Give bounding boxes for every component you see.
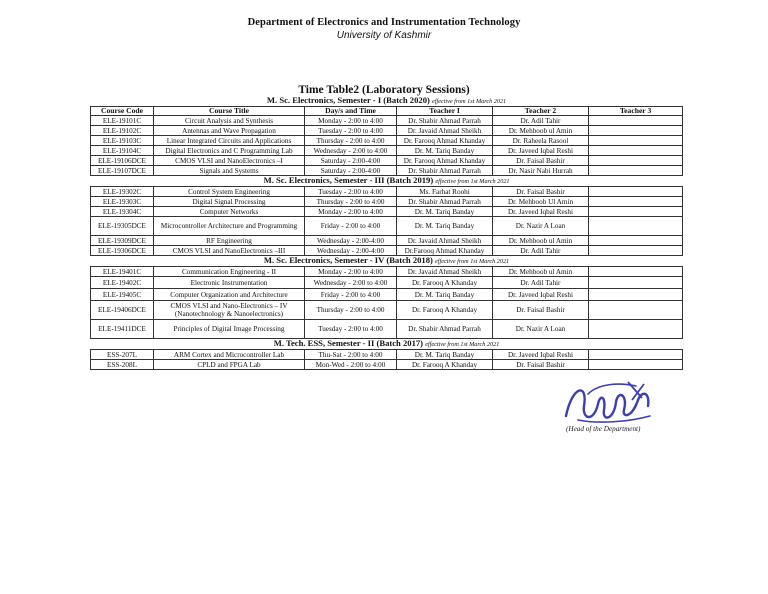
teacher-3	[589, 301, 683, 320]
teacher-1: Dr. M. Tariq Banday	[397, 217, 493, 236]
teacher-1: Dr. Farooq Ahmad Khanday	[397, 156, 493, 166]
section-heading-row	[91, 176, 683, 187]
teacher-2: Dr. Javeed Iqbal Reshi	[493, 207, 589, 217]
teacher-1: Dr. Shabir Ahmad Parrah	[397, 320, 493, 339]
course-title: CMOS VLSI and NanoElectronics –I	[154, 156, 305, 166]
teacher-2: Dr. Faisal Bashir	[493, 156, 589, 166]
teacher-2: Dr. Raheela Rasool	[493, 136, 589, 146]
section-effective-note: effective from 1st March 2021	[435, 178, 510, 185]
day-and-time: Thu-Sat - 2:00 to 4:00	[305, 350, 397, 360]
section-effective-note: effective from 1st March 2021	[425, 341, 500, 348]
day-and-time: Monday - 2:00 to 4:00	[305, 207, 397, 217]
teacher-2: Dr. Javeed Iqbal Reshi	[493, 146, 589, 156]
course-title: Computer Organization and Architecture	[154, 289, 305, 301]
university-name: University of Kashmir	[336, 30, 432, 41]
day-and-time: Friday - 2:00 to 4:00	[305, 289, 397, 301]
column-header: Course Code	[91, 107, 154, 116]
teacher-3	[589, 207, 683, 217]
course-code: ELE-19107DCE	[91, 166, 154, 176]
course-title: CPLD and FPGA Lab	[154, 360, 305, 370]
column-header: Course Title	[154, 107, 305, 116]
teacher-1: Dr. Shabir Ahmad Parrah	[397, 197, 493, 207]
teacher-1: Dr. Javaid Ahmad Sheikh	[397, 267, 493, 277]
teacher-2: Dr. Faisal Bashir	[493, 360, 589, 370]
day-and-time: Wednesday - 2:00-4:00	[305, 236, 397, 246]
teacher-2: Dr. Javeed Iqbal Reshi	[493, 289, 589, 301]
day-and-time: Friday - 2:00 to 4:00	[305, 217, 397, 236]
teacher-2: Dr. Faisal Bashir	[493, 301, 589, 320]
teacher-1: Dr. M. Tariq Banday	[397, 350, 493, 360]
teacher-1: Dr. Javaid Ahmad Sheikh	[397, 236, 493, 246]
section-heading	[91, 176, 683, 187]
day-and-time: Saturday - 2:00-4:00	[305, 166, 397, 176]
course-code: ELE-19406DCE	[91, 301, 154, 320]
section-heading	[91, 96, 683, 107]
timetable	[90, 96, 683, 370]
section-title: M. Tech. ESS, Semester - II (Batch 2017)	[273, 338, 424, 348]
table-row	[91, 350, 683, 360]
course-title: CMOS VLSI and Nano-Electronics – IV (Nanotechnology & Nanoelectronics)	[154, 301, 305, 320]
teacher-3	[589, 360, 683, 370]
table-row	[91, 267, 683, 277]
course-code: ESS-207L	[91, 350, 154, 360]
course-code: ELE-19309DCE	[91, 236, 154, 246]
teacher-2: Dr. Mehboob ul Amin	[493, 267, 589, 277]
teacher-2: Dr. Nazir A Loan	[493, 217, 589, 236]
section-title: M. Sc. Electronics, Semester - I (Batch 2020)	[266, 96, 430, 105]
column-header: Teacher 2	[493, 107, 589, 116]
section-heading-row	[91, 256, 683, 267]
section-title: M. Sc. Electronics, Semester - IV (Batch 2018)	[263, 255, 433, 265]
day-and-time: Wednesday - 2:00 to 4:00	[305, 146, 397, 156]
teacher-3	[589, 187, 683, 197]
teacher-3	[589, 277, 683, 289]
table-row	[91, 197, 683, 207]
course-title: Computer Networks	[154, 207, 305, 217]
teacher-3	[589, 126, 683, 136]
day-and-time: Wednesday - 2:00 to 4:00	[305, 277, 397, 289]
department-name: Department of Electronics and Instrumentation Technology	[247, 17, 521, 28]
course-title: ARM Cortex and Microcontroller Lab	[154, 350, 305, 360]
teacher-2: Dr. Adil Tahir	[493, 277, 589, 289]
table-row	[91, 217, 683, 236]
teacher-3	[589, 166, 683, 176]
teacher-2: Dr. Javeed Iqbal Reshi	[493, 350, 589, 360]
day-and-time: Thursday - 2:00 to 4:00	[305, 197, 397, 207]
teacher-1: Ms. Farhat Roohi	[397, 187, 493, 197]
column-header: Teacher 3	[589, 107, 683, 116]
teacher-3	[589, 236, 683, 246]
teacher-2: Dr. Mehboob ul Amin	[493, 126, 589, 136]
course-title: Electronic Instrumentation	[154, 277, 305, 289]
teacher-1: Dr. Shabir Ahmad Parrah	[397, 116, 493, 126]
course-code: ELE-19304C	[91, 207, 154, 217]
course-title: Digital Signal Processing	[154, 197, 305, 207]
signature-caption: (Head of the Department)	[566, 425, 641, 433]
teacher-1: Dr.Farooq Ahmad Khanday	[397, 246, 493, 256]
teacher-3	[589, 246, 683, 256]
table-row	[91, 289, 683, 301]
course-code: ELE-19101C	[91, 116, 154, 126]
column-header: Day/s and Time	[305, 107, 397, 116]
table-row	[91, 246, 683, 256]
teacher-2: Dr. Mehboob ul Amin	[493, 236, 589, 246]
section-effective-note: effective from 1st March 2021	[435, 258, 510, 265]
day-and-time: Monday - 2:00 to 4:00	[305, 116, 397, 126]
table-row	[91, 146, 683, 156]
course-title: Control System Engineering	[154, 187, 305, 197]
course-title: RF Engineering	[154, 236, 305, 246]
teacher-3	[589, 197, 683, 207]
day-and-time: Wednesday - 2:00-4:00	[305, 246, 397, 256]
teacher-1: Dr. M. Tariq Banday	[397, 146, 493, 156]
day-and-time: Tuesday - 2:00 to 4:00	[305, 320, 397, 339]
course-code: ELE-19103C	[91, 136, 154, 146]
teacher-3	[589, 267, 683, 277]
table-row	[91, 320, 683, 339]
teacher-3	[589, 146, 683, 156]
course-title: Microcontroller Architecture and Programming	[154, 217, 305, 236]
course-code: ELE-19405C	[91, 289, 154, 301]
table-row	[91, 136, 683, 146]
teacher-1: Dr. Farooq A Khanday	[397, 277, 493, 289]
course-code: ELE-19106DCE	[91, 156, 154, 166]
day-and-time: Tuesday - 2:00 to 4:00	[305, 126, 397, 136]
day-and-time: Thursday - 2:00 to 4:00	[305, 301, 397, 320]
table-row	[91, 360, 683, 370]
day-and-time: Mon-Wed - 2:00 to 4:00	[305, 360, 397, 370]
day-and-time: Saturday - 2:00-4:00	[305, 156, 397, 166]
course-code: ELE-19302C	[91, 187, 154, 197]
teacher-1: Dr. M. Tariq Banday	[397, 289, 493, 301]
course-title: Digital Electronics and C Programming Lab	[154, 146, 305, 156]
section-heading-row	[91, 96, 683, 107]
teacher-3	[589, 320, 683, 339]
course-title: Signals and Systems	[154, 166, 305, 176]
teacher-3	[589, 217, 683, 236]
section-title: M. Sc. Electronics, Semester - III (Batch 2019)	[263, 175, 434, 185]
teacher-2: Dr. Nasir Nabi Hurrah	[493, 166, 589, 176]
teacher-1: Dr. Farooq A Khanday	[397, 360, 493, 370]
course-title: Antennas and Wave Propagation	[154, 126, 305, 136]
section-heading	[91, 256, 683, 267]
teacher-1: Dr. Shabir Ahmad Parrah	[397, 166, 493, 176]
teacher-1: Dr. Javaid Ahmad Sheikh	[397, 126, 493, 136]
table-row	[91, 166, 683, 176]
section-heading-row	[91, 339, 683, 350]
teacher-3	[589, 116, 683, 126]
course-code: ELE-19402C	[91, 277, 154, 289]
teacher-2: Dr. Faisal Bashir	[493, 187, 589, 197]
course-code: ELE-19102C	[91, 126, 154, 136]
course-code: ELE-19306DCE	[91, 246, 154, 256]
table-row	[91, 301, 683, 320]
teacher-3	[589, 156, 683, 166]
day-and-time: Monday - 2:00 to 4:00	[305, 267, 397, 277]
teacher-3	[589, 350, 683, 360]
timetable-title: Time Table2 (Laboratory Sessions)	[298, 84, 470, 96]
table-header-row	[91, 107, 683, 116]
teacher-1: Dr. Farooq A Khanday	[397, 301, 493, 320]
day-and-time: Thursday - 2:00 to 4:00	[305, 136, 397, 146]
course-code: ELE-19401C	[91, 267, 154, 277]
teacher-2: Dr. Adil Tahir	[493, 116, 589, 126]
course-title: Principles of Digital Image Processing	[154, 320, 305, 339]
teacher-2: Dr. Adil Tahir	[493, 246, 589, 256]
teacher-3	[589, 136, 683, 146]
course-title: Linear Integrated Circuits and Applications	[154, 136, 305, 146]
teacher-2: Dr. Nazir A Loan	[493, 320, 589, 339]
section-effective-note: effective from 1st March 2021	[432, 98, 507, 105]
course-code: ELE-19305DCE	[91, 217, 154, 236]
table-row	[91, 116, 683, 126]
course-code: ELE-19411DCE	[91, 320, 154, 339]
table-row	[91, 156, 683, 166]
table-row	[91, 126, 683, 136]
section-heading	[91, 339, 683, 350]
signature-mark	[558, 376, 658, 432]
table-row	[91, 277, 683, 289]
course-title: Circuit Analysis and Synthesis	[154, 116, 305, 126]
table-row	[91, 207, 683, 217]
table-row	[91, 236, 683, 246]
course-code: ELE-19104C	[91, 146, 154, 156]
teacher-3	[589, 289, 683, 301]
course-code: ESS-208L	[91, 360, 154, 370]
day-and-time: Tuesday - 2:00 to 4:00	[305, 187, 397, 197]
teacher-2: Dr. Mehboob Ul Amin	[493, 197, 589, 207]
course-code: ELE-19303C	[91, 197, 154, 207]
course-title: Communication Engineering - II	[154, 267, 305, 277]
table-row	[91, 187, 683, 197]
teacher-1: Dr. Farooq Ahmad Khanday	[397, 136, 493, 146]
teacher-1: Dr. M. Tariq Banday	[397, 207, 493, 217]
course-title: CMOS VLSI and NanoElectronics –III	[154, 246, 305, 256]
column-header: Teacher I	[397, 107, 493, 116]
